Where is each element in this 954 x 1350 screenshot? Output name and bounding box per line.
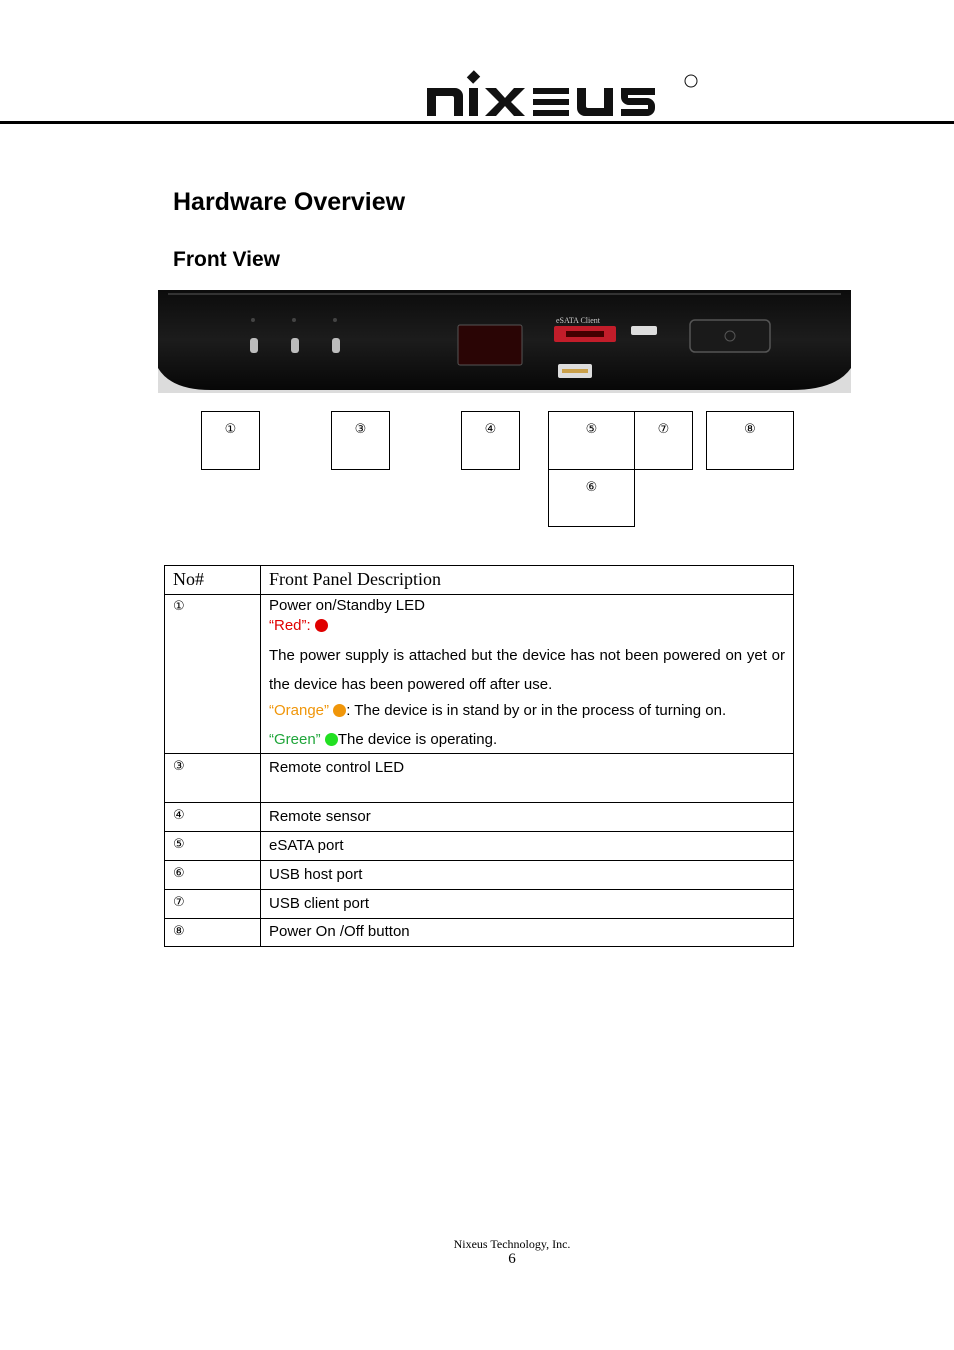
page-title: Hardware Overview (173, 188, 406, 216)
row-number: ⑧ (165, 919, 261, 947)
row-number: ⑤ (165, 832, 261, 861)
front-panel-table (164, 565, 794, 947)
header-no: No# (165, 566, 261, 595)
orange-description: : The device is in stand by or in the process of turning on. (346, 702, 727, 719)
header-desc: Front Panel Description (261, 566, 794, 595)
callout-7: ⑦ (634, 411, 693, 470)
row-description: Remote control LED (261, 754, 794, 803)
red-description: The power supply is attached but the device has not been powered on yet or the device has been powered off after use. (269, 647, 785, 693)
row-number: ⑥ (165, 861, 261, 890)
row-description: USB host port (261, 861, 794, 890)
front-panel-photo (158, 290, 851, 393)
table-row (165, 861, 794, 890)
table-row (165, 919, 794, 947)
row-description: USB client port (261, 890, 794, 919)
table-row (165, 595, 794, 754)
orange-label: “Orange” (269, 702, 334, 719)
callout-8: ⑧ (706, 411, 794, 470)
green-description: The device is operating. (337, 731, 498, 748)
callout-6: ⑥ (548, 469, 635, 527)
section-subtitle: Front View (173, 248, 280, 271)
callout-3: ③ (331, 411, 390, 470)
table-row (165, 890, 794, 919)
esata-print: eSATA Client (556, 316, 601, 325)
callout-5: ⑤ (548, 411, 635, 470)
green-label: “Green” (269, 731, 325, 748)
header-rule (0, 121, 954, 124)
row-description: Power On /Off button (261, 919, 794, 947)
table-header-row (165, 566, 794, 595)
callout-4: ④ (461, 411, 520, 470)
row-description: Remote sensor (261, 803, 794, 832)
footer-company: Nixeus Technology, Inc. (453, 1237, 571, 1251)
page-number: 6 (508, 1251, 516, 1267)
green-status-dot (325, 733, 338, 746)
row-description: eSATA port (261, 832, 794, 861)
row-number: ① (165, 595, 261, 754)
row-number: ⑦ (165, 890, 261, 919)
red-label: “Red”: (269, 617, 315, 634)
row-number: ③ (165, 754, 261, 803)
red-status-dot (315, 619, 328, 632)
table-row (165, 832, 794, 861)
row-number: ④ (165, 803, 261, 832)
callout-1: ① (201, 411, 260, 470)
table-row (165, 754, 794, 803)
nixeus-logo (425, 70, 700, 120)
table-row (165, 803, 794, 832)
orange-status-dot (333, 704, 346, 717)
row-title: Power on/Standby LED (269, 597, 425, 614)
